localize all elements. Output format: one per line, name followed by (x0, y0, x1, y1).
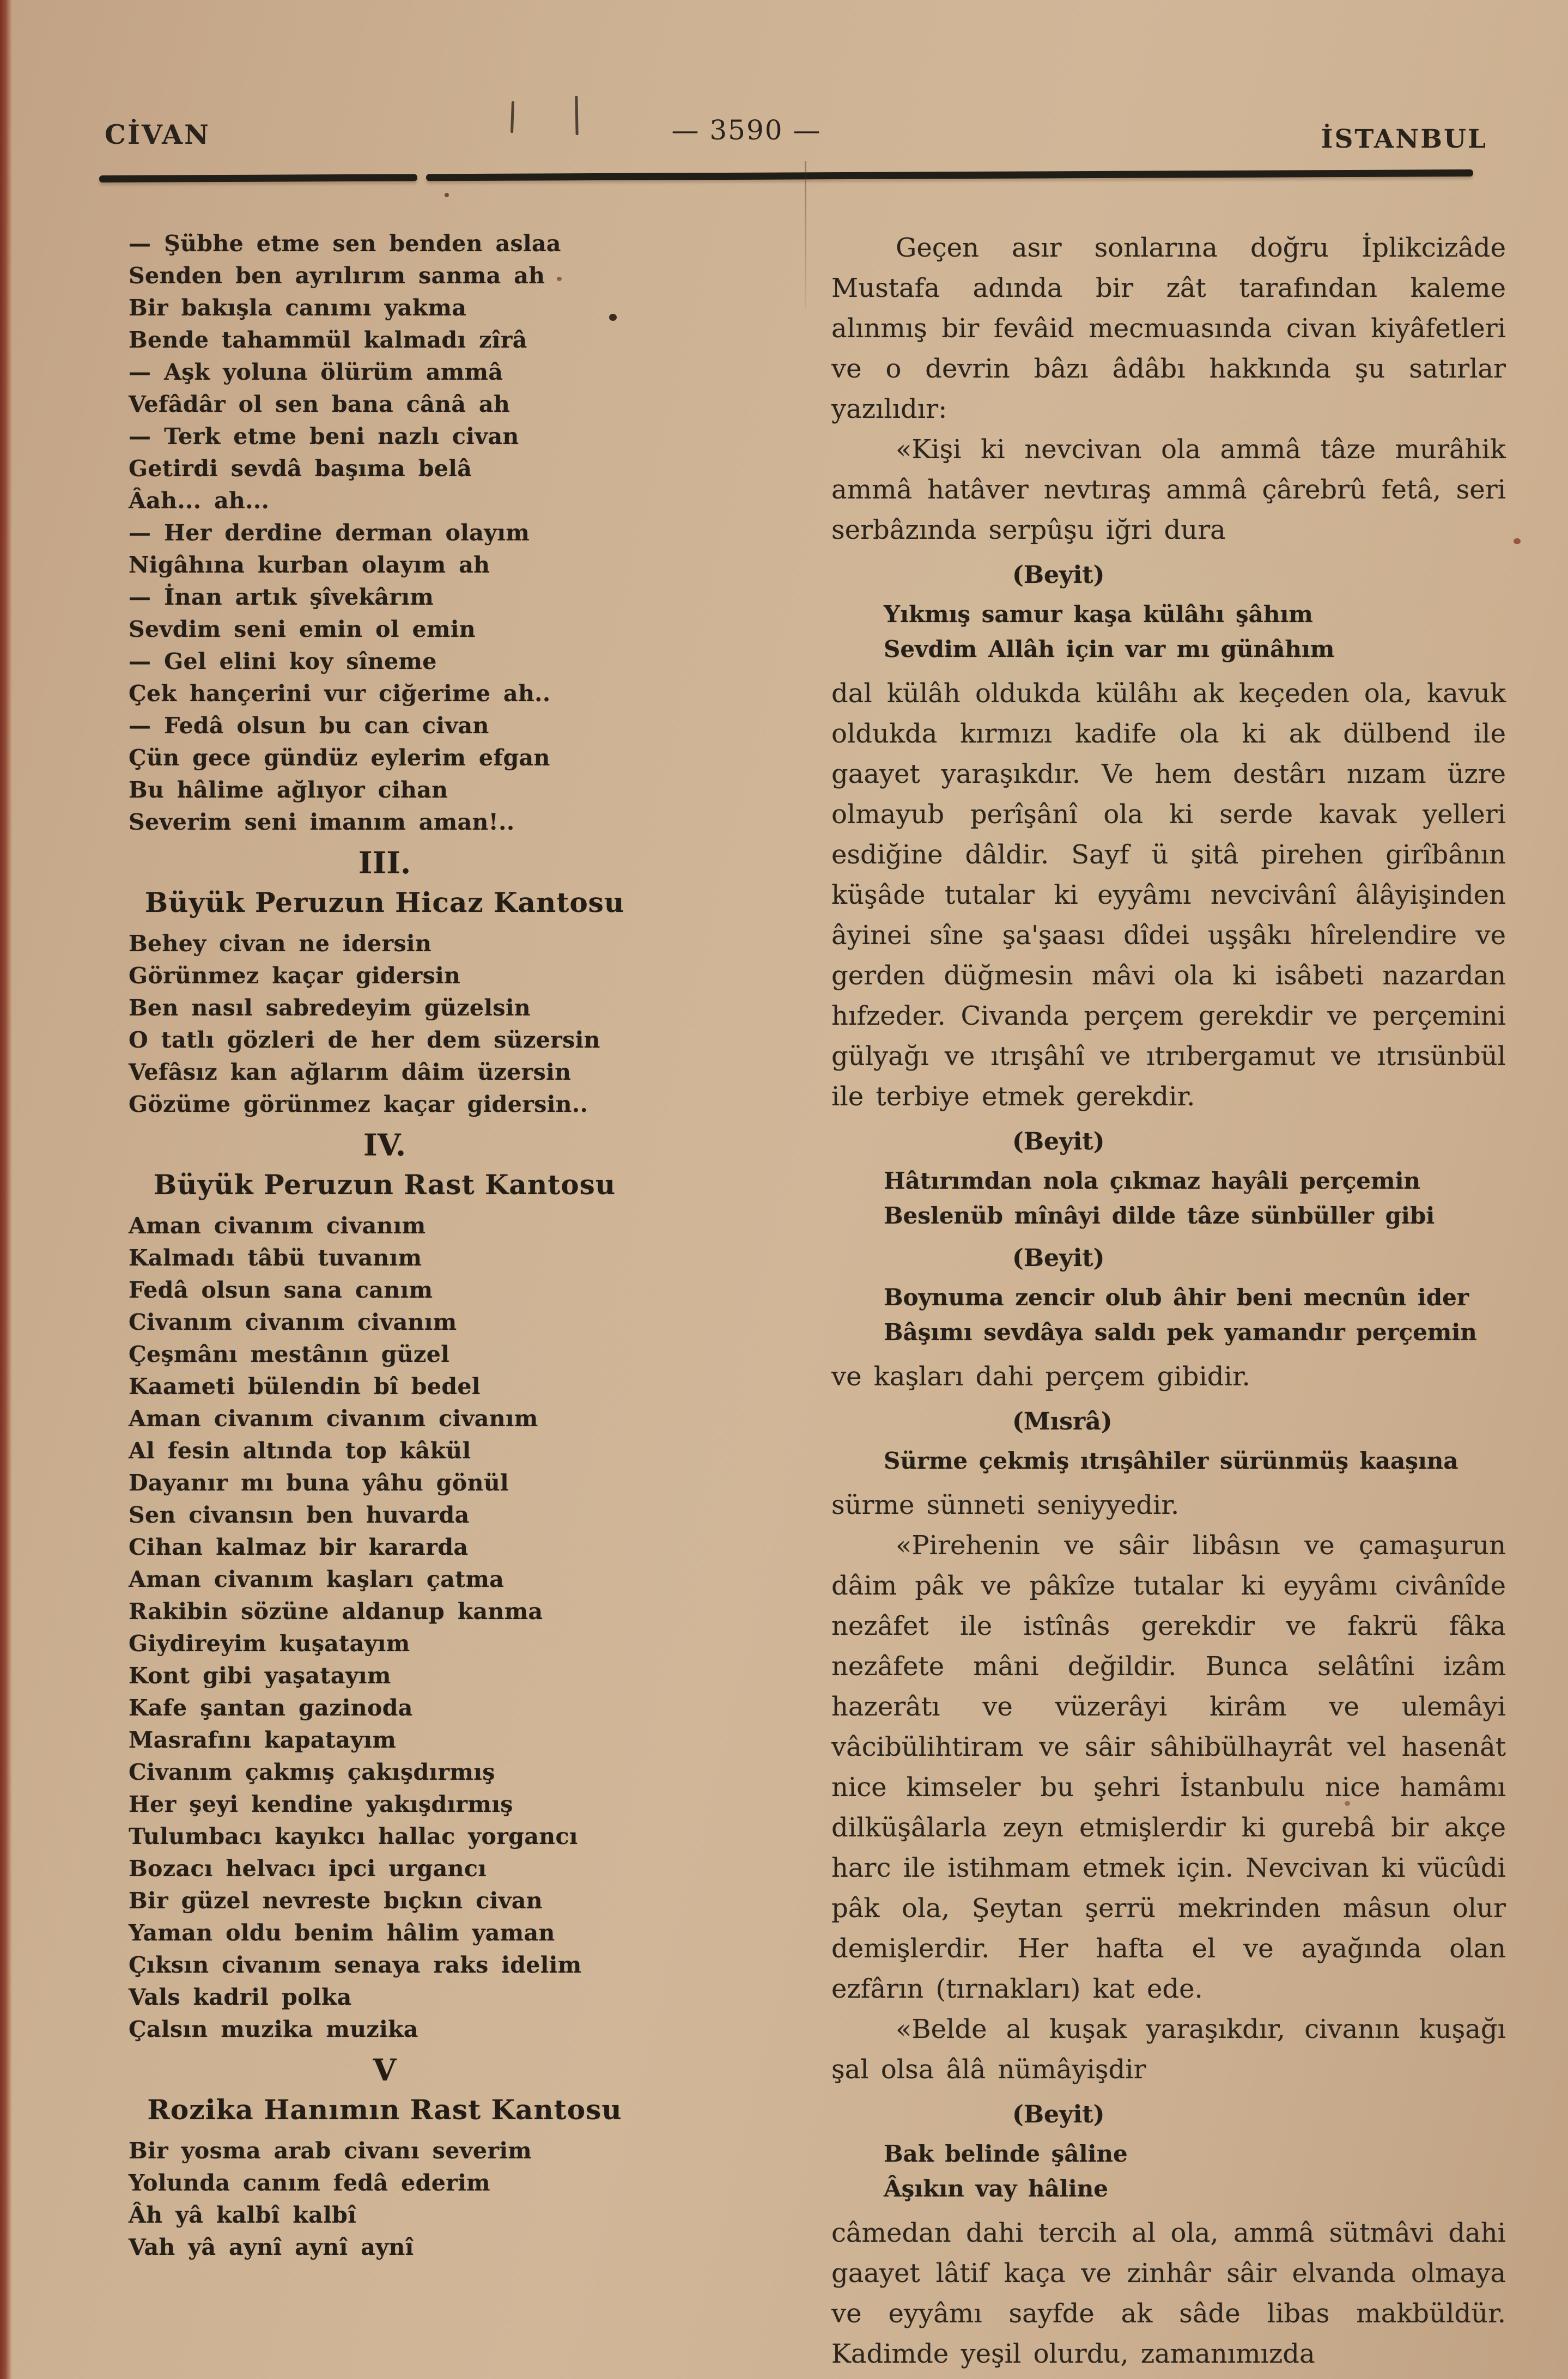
body-paragraph: Geçen asır sonlarına doğru İplikcizâde Mustafa adında bir zât tarafından kaleme alınmış bir fevâid mecmuasında civan kiyâfetleri ve o devrin bâzı âdâbı hakkında şu satırlar yazılıdır: (831, 233, 1506, 424)
kanto-line: Al fesin altında top kâkül (129, 1438, 471, 1464)
kanto-line: Yolunda canım fedâ ederim (129, 2170, 490, 2196)
verse-line: Yıkmış samur kaşa külâhı şâhım (884, 601, 1313, 628)
print-artifact-tick (510, 101, 514, 133)
kanto-title: Büyük Peruzun Hicaz Kantosu (144, 886, 625, 918)
kanto-line: Severim seni imanım aman!.. (129, 809, 515, 835)
paper-speck (445, 193, 449, 197)
kanto-title: Rozika Hanımın Rast Kantosu (147, 2094, 622, 2126)
kanto-line: Sen civansın ben huvarda (129, 1502, 470, 1528)
kanto-line: Civanım çakmış çakışdırmış (129, 1759, 495, 1785)
verse-couplet (884, 1164, 1506, 1233)
verse-couplet (884, 1280, 1506, 1350)
kanto-line: Bir yosma arab civanı severim (129, 2138, 532, 2164)
kanto-line: Tulumbacı kayıkcı hallac yorgancı (129, 1823, 578, 1849)
right-column (831, 228, 1506, 2374)
kanto-line: Âh yâ kalbî kalbî (129, 2202, 357, 2228)
scan-edge-stain (0, 0, 12, 2379)
column-crease (805, 161, 806, 308)
verse-line: Hâtırımdan nola çıkmaz hayâli perçemin (884, 1167, 1420, 1194)
body-paragraph: «Pirehenin ve sâir libâsın ve çamaşurun dâim pâk ve pâkîze tutalar ki eyyâmı civânîde nezâfet ile istînâs gerekdir ve fakrü fâka nezâfete mâni değildir. Bunca selâtîni izâm hazerâtı ve vüzerâyi kirâm ve ulemâyi vâcibülihtiram ve sâir sâhibülhayrât vel hasenât nice kimseler bu şehri İstanbulu nice hamâmı dilküşâlarla zeyn etmişlerdir ki gurebâ bir akçe harc ile istihmam etmek için. Nevcivan ki vücûdi pâk ola, Şeytan şerrü mekrinden mâsun olur demişlerdir. Her hafta el ve ayağında olan ezfârın (tırnakları) kat ede. (831, 1530, 1506, 2004)
kanto-line: Çün gece gündüz eylerim efgan (129, 745, 550, 771)
kanto-line: — Aşk yoluna ölürüm ammâ (129, 359, 503, 385)
kanto-line: — Terk etme beni nazlı civan (129, 423, 519, 449)
kanto-line: Giydireyim kuşatayım (129, 1630, 410, 1657)
kanto-line: Aman civanım kaşları çatma (129, 1566, 505, 1592)
kanto-line: Ben nasıl sabredeyim güzelsin (129, 995, 531, 1021)
verse-couplet (884, 597, 1506, 667)
body-paragraph-continuation: câmedan dahi tercih al ola, ammâ sütmâvi dahi gaayet lâtif kaça ve zinhâr sâir elvanda olmaya ve eyyâmı sayfde ak sâde libas makbüldür. Kadimde yeşil olurdu, zamanımızda (831, 2218, 1506, 2369)
verse-line: Boynuma zencir olub âhir beni mecnûn ider (884, 1284, 1469, 1311)
kanto-line: Çıksın civanım senaya raks idelim (129, 1952, 582, 1978)
verse-line: Beslenüb mînâyi dilde tâze sünbüller gibi (884, 1202, 1435, 1229)
kanto-line: — Her derdine derman olayım (129, 520, 530, 546)
kanto-line: Çalsın muzika muzika (129, 2016, 418, 2042)
kanto-line: Her şeyi kendine yakışdırmış (129, 1791, 513, 1817)
kanto-line: Kont gibi yaşatayım (129, 1663, 391, 1689)
verse-line: Bak belinde şâline (884, 2140, 1128, 2167)
body-paragraph-continuation: dal külâh oldukda külâhı ak keçeden ola, kavuk oldukda kırmızı kadife ola ki ak dülbend ile gaayet yaraşıkdır. Ve hem destârı nızam üzre olmayub perîşânî ola ki serde kavak yelleri esdiğine dâldir. Sayf ü şitâ pirehen girîbânın küşâde tutalar ki eyyâmı nevcivânî âlâyişinden âyinei sîne şa'şaası dîdei uşşâkı hîrelendire ve gerden düğmesin mâvi ola ki isâbeti nazardan hıfzeder. Civanda perçem gerekdir ve perçemini gülyağı ve ıtrışâhî ve ıtrıbergamut ve ıtrısünbül ile terbiye etmek gerekdir. (831, 678, 1506, 1112)
kanto-line: Kaameti bülendin bî bedel (129, 1373, 481, 1400)
kanto-line: — Şübhe etme sen benden aslaa (129, 230, 561, 257)
kanto-line: Masrafını kapatayım (129, 1727, 397, 1753)
body-paragraph: «Belde al kuşak yaraşıkdır, civanın kuşağı şal olsa âlâ nümâyişdir (831, 2014, 1506, 2085)
verse-couplet (884, 2137, 1506, 2206)
left-column (129, 228, 641, 2264)
kanto-line: Bende tahammül kalmadı zîrâ (129, 327, 527, 353)
verse-line: Sevdim Allâh için var mı günâhım (884, 636, 1335, 662)
section-number: IV. (363, 1127, 406, 1163)
kanto-line: Civanım civanım civanım (129, 1309, 457, 1335)
verse-form-label: (Mısrâ) (1012, 1408, 1113, 1435)
kanto-line: Kafe şantan gazinoda (129, 1695, 413, 1721)
kanto-line: Gözüme görünmez kaçar gidersin.. (129, 1091, 588, 1117)
page-number: — 3590 — (671, 114, 822, 146)
verse-couplet (884, 1444, 1506, 1478)
header-rule (99, 169, 1473, 175)
body-paragraph-continuation: ve kaşları dahi perçem gibidir. (831, 1361, 1250, 1392)
kanto-line: Çeşmânı mestânın güzel (129, 1341, 450, 1367)
kanto-line: — Fedâ olsun bu can civan (129, 713, 489, 739)
verse-form-label: (Beyit) (1012, 1128, 1105, 1155)
kanto-line: Görünmez kaçar gidersin (129, 963, 461, 989)
kanto-line: Sevdim seni emin ol emin (129, 616, 476, 642)
running-head-right: İSTANBUL (1321, 124, 1487, 154)
kanto-line: Âah... ah... (129, 488, 270, 514)
kanto-line: Vals kadril polka (129, 1984, 352, 2010)
verse-form-label: (Beyit) (1012, 2101, 1105, 2128)
section-number: V (373, 2052, 397, 2088)
kanto-line: Aman civanım civanım (129, 1213, 426, 1239)
kanto-line: Bu hâlime ağlıyor cihan (129, 777, 448, 803)
body-paragraph-continuation: sürme sünneti seniyyedir. (831, 1490, 1180, 1520)
kanto-line: — Gel elini koy sîneme (129, 648, 437, 674)
kanto-line: Vah yâ aynî aynî aynî (129, 2234, 414, 2260)
kanto-title: Büyük Peruzun Rast Kantosu (153, 1169, 616, 1201)
body-paragraph: «Kişi ki nevcivan ola ammâ tâze murâhik ammâ hatâver nevtıraş ammâ çârebrû fetâ, seri serbâzında serpûşu iğri dura (831, 434, 1506, 545)
kanto-line: Yaman oldu benim hâlim yaman (129, 1920, 555, 1946)
kanto-line: Nigâhına kurban olayım ah (129, 552, 490, 578)
section-number: III. (358, 845, 411, 880)
verse-form-label: (Beyit) (1012, 561, 1105, 589)
kanto-line: Senden ben ayrılırım sanma ah (129, 263, 545, 289)
verse-line: Bâşımı sevdâya saldı pek yamandır perçemin (884, 1319, 1477, 1346)
kanto-line: — İnan artık şîvekârım (129, 584, 434, 610)
kanto-line: Dayanır mı buna yâhu gönül (129, 1470, 509, 1496)
kanto-line: Kalmadı tâbü tuvanım (129, 1245, 422, 1271)
kanto-line: Bozacı helvacı ipci urgancı (129, 1855, 487, 1882)
running-head-left: CİVAN (105, 119, 210, 150)
kanto-line: Rakibin sözüne aldanup kanma (129, 1598, 543, 1624)
kanto-line: Getirdi sevdâ başıma belâ (129, 455, 472, 482)
verse-line: Âşıkın vay hâline (884, 2175, 1108, 2202)
kanto-line: Vefâdâr ol sen bana cânâ ah (129, 391, 510, 417)
verse-line: Sürme çekmiş ıtrışâhiler sürünmüş kaaşına (884, 1447, 1458, 1474)
verse-form-label: (Beyit) (1012, 1244, 1105, 1272)
kanto-line: Fedâ olsun sana canım (129, 1277, 433, 1303)
kanto-line: Çek hançerini vur ciğerime ah.. (129, 680, 551, 707)
kanto-line: Vefâsız kan ağlarım dâim üzersin (129, 1059, 572, 1085)
paper-speck (1514, 538, 1521, 544)
print-artifact-tick (575, 96, 578, 135)
kanto-line: Cihan kalmaz bir kararda (129, 1534, 469, 1560)
kanto-line: Bir güzel nevreste bıçkın civan (129, 1888, 543, 1914)
kanto-line: Aman civanım civanım civanım (129, 1406, 538, 1432)
kanto-line: Bir bakışla canımı yakma (129, 295, 467, 321)
kanto-line: O tatlı gözleri de her dem süzersin (129, 1027, 600, 1053)
kanto-line: Behey civan ne idersin (129, 930, 432, 957)
header-rule-segment-right (426, 169, 1473, 181)
header-rule-segment-left (99, 174, 417, 182)
